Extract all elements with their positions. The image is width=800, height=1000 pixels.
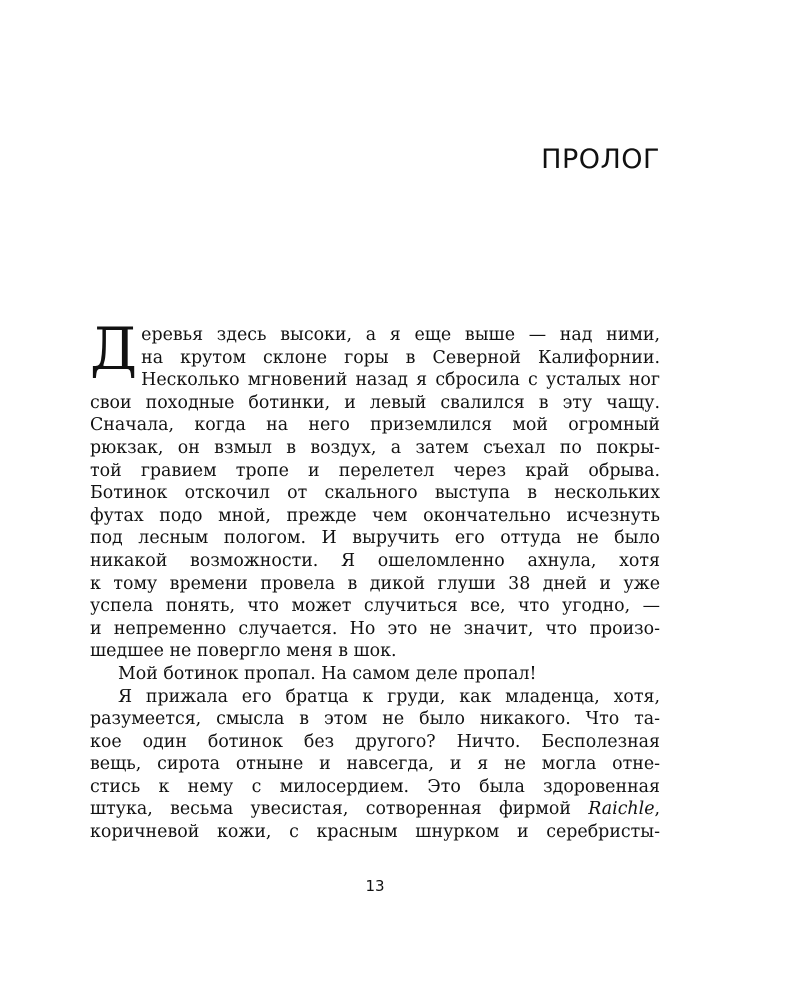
text-line: Ботинок отскочил от скального выступа в нескольких: [90, 483, 660, 504]
text-fragment: штука, весьма увесистая, сотворенная фирмой: [90, 799, 571, 820]
first-paragraph-opening: [141, 324, 660, 369]
brand-name: Raichle: [588, 799, 655, 820]
text-line: стись к нему с милосердием. Это была здоровенная: [90, 776, 660, 797]
text-line-with-brand: [90, 798, 660, 821]
text-line: рюкзак, он взмыл в воздух, а затем съехал по покры-: [90, 437, 660, 458]
text-line: разумеется, смысла в этом не было никакого. Что та-: [90, 709, 660, 730]
text-line: шедшее не повергло меня в шок.: [90, 641, 397, 662]
drop-cap: Д: [90, 315, 138, 383]
text-line: никакой возможности. Я ошеломленно ахнула, хотя: [90, 550, 660, 571]
text-line: вещь, сирота отныне и навсегда, и я не могла отне-: [90, 754, 660, 775]
text-line: к тому времени провела в дикой глуши 38 дней и уже: [90, 573, 660, 594]
paragraph-line: Я прижала его братца к груди, как младенца, хотя,: [118, 686, 660, 707]
text-line: футах подо мной, прежде чем окончательно исчезнуть: [90, 505, 660, 526]
text-line: успела понять, что может случиться все, что угодно, —: [90, 596, 660, 617]
text-line: Несколько мгновений назад я сбросила с усталых ног: [141, 370, 660, 391]
text-line: под лесным пологом. И выручить его оттуда не было: [90, 528, 660, 549]
text-fragment: ,: [654, 799, 661, 820]
text-line: и непременно случается. Но это не значит, что произо-: [90, 618, 660, 639]
body-text: [90, 315, 661, 844]
text-line: еревья здесь высоки, а я еще выше — над ними,: [141, 325, 660, 345]
text-line: на крутом склоне горы в Северной Калифорнии.: [141, 347, 660, 368]
page-number: 13: [365, 877, 385, 895]
text-line: Сначала, когда на него приземлился мой огромный: [90, 415, 660, 436]
paragraph-line: Мой ботинок пропал. На самом деле пропал!: [118, 663, 537, 684]
chapter-title: ПРОЛОГ: [541, 144, 660, 175]
text-line: свои походные ботинки, и левый свалился в эту чащу.: [90, 392, 660, 413]
text-line: той гравием тропе и перелетел через край обрыва.: [90, 460, 660, 481]
text-line: кое один ботинок без другого? Ничто. Бесполезная: [90, 731, 660, 752]
text-line: коричневой кожи, с красным шнурком и серебристы-: [90, 822, 660, 843]
